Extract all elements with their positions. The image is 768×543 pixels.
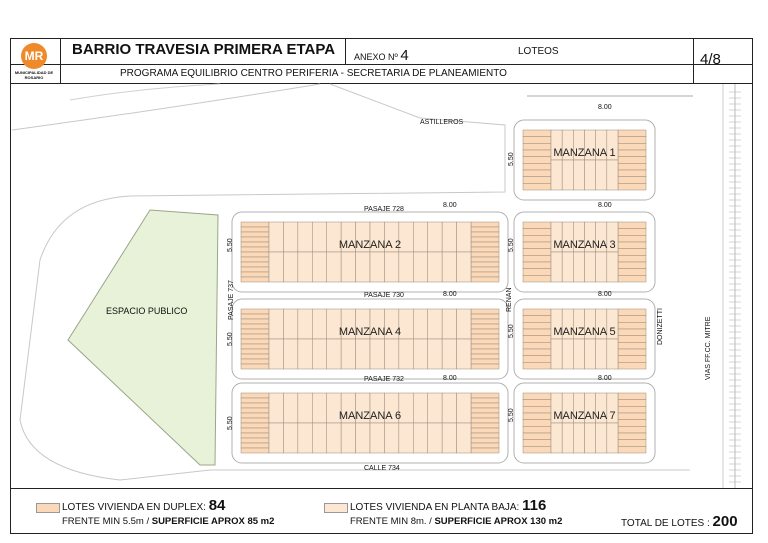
lot-duplex [523, 242, 551, 249]
lot-duplex [241, 277, 269, 282]
page-number: 4/8 [700, 51, 721, 68]
lot-planta [413, 423, 427, 453]
lot-planta [457, 222, 471, 252]
lot-duplex [241, 324, 269, 329]
lot-planta [596, 160, 607, 190]
lot-planta [585, 423, 596, 453]
lot-planta [413, 393, 427, 423]
total-count: 200 [712, 513, 738, 530]
lot-duplex [471, 314, 499, 319]
lot-planta [428, 393, 442, 423]
lot-duplex [618, 183, 646, 190]
lot-planta [298, 393, 312, 423]
lot-duplex [471, 403, 499, 408]
lot-duplex [471, 364, 499, 369]
lot-duplex [471, 252, 499, 257]
lot-duplex [241, 329, 269, 334]
lot-duplex [523, 163, 551, 170]
lot-duplex [523, 420, 551, 427]
lot-duplex [523, 275, 551, 282]
lot-duplex [241, 232, 269, 237]
lot-duplex [241, 403, 269, 408]
lot-duplex [241, 227, 269, 232]
subtitle: PROGRAMA EQUILIBRIO CENTRO PERIFERIA - SECRETARIA DE PLANEAMIENTO [120, 68, 507, 79]
lot-planta [356, 339, 370, 369]
lot-duplex [523, 316, 551, 323]
lot-duplex [241, 247, 269, 252]
lot-duplex [618, 157, 646, 164]
lot-duplex [471, 448, 499, 453]
lot-duplex [471, 423, 499, 428]
lot-planta [585, 339, 596, 369]
lot-duplex [471, 309, 499, 314]
lot-duplex [523, 130, 551, 137]
anexo-number: 4 [400, 47, 409, 64]
lot-planta [399, 252, 413, 282]
lot-planta [283, 423, 297, 453]
street-pasaje-730: PASAJE 730 [364, 292, 404, 299]
lot-planta [370, 252, 384, 282]
lot-duplex [618, 242, 646, 249]
page-title: BARRIO TRAVESIA PRIMERA ETAPA [72, 41, 336, 58]
lot-duplex [618, 275, 646, 282]
lot-duplex [471, 272, 499, 277]
lot-duplex [241, 339, 269, 344]
lot-duplex [241, 252, 269, 257]
lot-duplex [618, 440, 646, 447]
lot-planta [551, 423, 562, 453]
lot-planta [298, 339, 312, 369]
lot-duplex [241, 314, 269, 319]
lot-duplex [241, 418, 269, 423]
lot-duplex [241, 242, 269, 247]
street-calle-734: CALLE 734 [364, 465, 400, 472]
lot-planta [312, 252, 326, 282]
lot-duplex [471, 237, 499, 242]
public-space-area [68, 210, 218, 465]
lot-planta [442, 222, 456, 252]
lot-duplex [471, 242, 499, 247]
road-edge-curve-2 [70, 84, 220, 100]
lot-planta [585, 160, 596, 190]
road-edge-south [120, 470, 690, 480]
lot-duplex [241, 334, 269, 339]
logo-caption: MUNICIPALIDAD DE ROSARIO [14, 70, 54, 80]
dim-planta-m4: 8.00 [443, 291, 457, 298]
lot-duplex [618, 255, 646, 262]
block-label-m3: MANZANA 3 [553, 239, 616, 251]
legend-swatch-planta [324, 503, 348, 513]
lot-planta [312, 309, 326, 339]
dim-duplex-m3: 5.50 [508, 238, 515, 252]
lot-duplex [241, 428, 269, 433]
lot-planta [413, 252, 427, 282]
lot-duplex [618, 229, 646, 236]
lot-planta [442, 339, 456, 369]
dim-planta-m5: 8.00 [598, 291, 612, 298]
lot-planta [562, 423, 573, 453]
lot-duplex [618, 329, 646, 336]
dim-planta-m7: 8.00 [598, 375, 612, 382]
lot-planta [298, 423, 312, 453]
lot-planta [312, 339, 326, 369]
lot-duplex [523, 400, 551, 407]
lot-duplex [618, 262, 646, 269]
lot-duplex [618, 235, 646, 242]
lot-planta [428, 252, 442, 282]
lot-duplex [523, 329, 551, 336]
lot-duplex [618, 336, 646, 343]
lot-duplex [523, 342, 551, 349]
road-edge-curve [12, 84, 320, 130]
lot-planta [341, 339, 355, 369]
lot-planta [413, 222, 427, 252]
lot-planta [607, 160, 618, 190]
lot-duplex [523, 309, 551, 316]
lot-planta [585, 252, 596, 282]
lot-duplex [618, 150, 646, 157]
lot-duplex [471, 232, 499, 237]
lot-duplex [241, 438, 269, 443]
block-label-m1: MANZANA 1 [553, 147, 616, 159]
lot-duplex [471, 408, 499, 413]
lot-duplex [471, 277, 499, 282]
lot-planta [283, 393, 297, 423]
lot-planta [283, 339, 297, 369]
lot-planta [442, 252, 456, 282]
lot-duplex [523, 143, 551, 150]
lot-duplex [471, 344, 499, 349]
lot-duplex [618, 163, 646, 170]
lot-duplex [618, 393, 646, 400]
legend-planta-detail: FRENTE MIN 8m. / SUPERFICIE APROX 130 m2 [350, 516, 563, 527]
lot-duplex [241, 443, 269, 448]
lot-planta [573, 339, 584, 369]
lot-duplex [523, 269, 551, 276]
lot-planta [551, 339, 562, 369]
lot-planta [562, 339, 573, 369]
lot-planta [269, 339, 283, 369]
dim-planta-m3: 8.00 [598, 202, 612, 209]
legend-duplex: LOTES VIVIENDA EN DUPLEX: 84 [62, 497, 226, 514]
lot-duplex [618, 170, 646, 177]
lot-duplex [471, 324, 499, 329]
lot-planta [312, 393, 326, 423]
lot-duplex [471, 222, 499, 227]
lot-planta [298, 309, 312, 339]
lot-planta [413, 309, 427, 339]
lot-duplex [523, 446, 551, 453]
duplex-count: 84 [208, 497, 226, 514]
dim-duplex-m5: 5.50 [508, 324, 515, 338]
lot-duplex [241, 354, 269, 359]
street-renan: RENAN [506, 287, 513, 312]
lot-duplex [471, 257, 499, 262]
lot-duplex [618, 426, 646, 433]
lot-duplex [618, 177, 646, 184]
lot-duplex [618, 356, 646, 363]
public-space-label: ESPACIO PUBLICO [106, 306, 188, 316]
lot-planta [457, 309, 471, 339]
lot-planta [327, 339, 341, 369]
lot-duplex [523, 426, 551, 433]
lot-planta [298, 222, 312, 252]
lot-duplex [618, 316, 646, 323]
planta-count: 116 [522, 497, 547, 514]
lot-duplex [618, 433, 646, 440]
lot-duplex [241, 309, 269, 314]
dim-planta-m6: 8.00 [443, 375, 457, 382]
lot-planta [457, 252, 471, 282]
lot-duplex [523, 322, 551, 329]
lot-planta [607, 339, 618, 369]
lot-duplex [618, 362, 646, 369]
lot-planta [573, 252, 584, 282]
lot-planta [573, 423, 584, 453]
lot-planta [457, 393, 471, 423]
lot-duplex [618, 420, 646, 427]
street-vias: VIAS FF.CC. MITRE [705, 316, 712, 380]
lot-duplex [471, 418, 499, 423]
lot-duplex [618, 130, 646, 137]
lot-duplex [241, 364, 269, 369]
lot-duplex [523, 177, 551, 184]
lot-planta [269, 252, 283, 282]
lot-duplex [471, 262, 499, 267]
lot-planta [551, 160, 562, 190]
lot-planta [596, 339, 607, 369]
lot-planta [269, 222, 283, 252]
lot-duplex [241, 423, 269, 428]
lot-duplex [618, 446, 646, 453]
lot-planta [341, 423, 355, 453]
lot-duplex [471, 247, 499, 252]
lot-duplex [241, 393, 269, 398]
lot-duplex [523, 235, 551, 242]
lot-planta [269, 393, 283, 423]
lot-planta [562, 160, 573, 190]
lot-duplex [523, 356, 551, 363]
lot-duplex [523, 393, 551, 400]
lot-duplex [523, 433, 551, 440]
street-donizetti: DONIZETTI [657, 308, 664, 345]
lot-duplex [241, 257, 269, 262]
lot-planta [562, 252, 573, 282]
lot-duplex [523, 362, 551, 369]
lot-duplex [471, 438, 499, 443]
lot-planta [298, 252, 312, 282]
lot-planta [399, 339, 413, 369]
lot-planta [428, 222, 442, 252]
dim-duplex-m4: 5.50 [227, 332, 234, 346]
section-title: LOTEOS [518, 46, 559, 57]
lot-duplex [523, 336, 551, 343]
anexo-label: ANEXO Nº 4 [354, 47, 409, 64]
lot-duplex [241, 237, 269, 242]
lot-planta [442, 423, 456, 453]
lot-planta [573, 160, 584, 190]
lot-duplex [241, 448, 269, 453]
lot-duplex [523, 183, 551, 190]
lot-duplex [618, 269, 646, 276]
legend-swatch-duplex [36, 503, 60, 513]
lot-duplex [618, 309, 646, 316]
block-label-m2: MANZANA 2 [338, 239, 402, 251]
lot-duplex [618, 249, 646, 256]
lot-planta [428, 339, 442, 369]
lot-planta [442, 393, 456, 423]
lot-planta [607, 252, 618, 282]
lot-planta [399, 423, 413, 453]
lot-planta [370, 339, 384, 369]
block-label-m4: MANZANA 4 [338, 326, 402, 338]
lot-duplex [523, 222, 551, 229]
lot-planta [312, 423, 326, 453]
lot-duplex [241, 344, 269, 349]
legend-duplex-detail: FRENTE MIN 5.5m / SUPERFICIE APROX 85 m2 [62, 516, 275, 527]
lot-duplex [523, 440, 551, 447]
lot-planta [283, 309, 297, 339]
lot-planta [384, 423, 398, 453]
lot-planta [457, 423, 471, 453]
lot-duplex [618, 322, 646, 329]
lot-duplex [241, 349, 269, 354]
lot-planta [283, 252, 297, 282]
dim-planta-m1: 8.00 [598, 104, 612, 111]
lot-duplex [471, 393, 499, 398]
lot-duplex [523, 406, 551, 413]
lot-duplex [471, 359, 499, 364]
lot-duplex [241, 433, 269, 438]
lot-duplex [471, 428, 499, 433]
lot-planta [356, 423, 370, 453]
lot-duplex [471, 334, 499, 339]
lot-duplex [241, 413, 269, 418]
lot-planta [596, 252, 607, 282]
lot-duplex [471, 349, 499, 354]
lot-duplex [471, 433, 499, 438]
lot-duplex [471, 227, 499, 232]
block-label-m6: MANZANA 6 [338, 410, 402, 422]
dim-planta-m2: 8.00 [443, 202, 457, 209]
lot-duplex [523, 349, 551, 356]
lot-duplex [523, 413, 551, 420]
lot-duplex [618, 143, 646, 150]
lot-duplex [523, 150, 551, 157]
lot-planta [384, 339, 398, 369]
lot-duplex [471, 413, 499, 418]
lot-duplex [471, 398, 499, 403]
lot-planta [413, 339, 427, 369]
lot-duplex [241, 359, 269, 364]
lot-duplex [241, 272, 269, 277]
dim-duplex-m7: 5.50 [508, 408, 515, 422]
lot-duplex [241, 408, 269, 413]
lot-duplex [523, 157, 551, 164]
lot-duplex [241, 319, 269, 324]
dim-duplex-m2: 5.50 [227, 238, 234, 252]
lot-planta [269, 423, 283, 453]
dim-duplex-m1: 5.50 [508, 152, 515, 166]
block-label-m7: MANZANA 7 [553, 410, 616, 422]
lot-duplex [523, 137, 551, 144]
lot-planta [442, 309, 456, 339]
lot-duplex [523, 255, 551, 262]
lot-duplex [618, 406, 646, 413]
lot-planta [312, 222, 326, 252]
lot-duplex [523, 249, 551, 256]
lot-duplex [241, 267, 269, 272]
lot-duplex [471, 354, 499, 359]
lot-duplex [471, 443, 499, 448]
street-pasaje-732: PASAJE 732 [364, 376, 404, 383]
legend-planta: LOTES VIVIENDA EN PLANTA BAJA: 116 [350, 497, 547, 514]
lot-duplex [523, 229, 551, 236]
lot-duplex [471, 319, 499, 324]
lot-planta [327, 252, 341, 282]
lot-planta [356, 252, 370, 282]
lot-planta [596, 423, 607, 453]
lot-planta [370, 423, 384, 453]
lot-planta [551, 252, 562, 282]
lot-planta [269, 309, 283, 339]
lot-duplex [618, 413, 646, 420]
lot-planta [384, 252, 398, 282]
lot-planta [607, 423, 618, 453]
lot-planta [428, 309, 442, 339]
lot-duplex [523, 170, 551, 177]
lot-duplex [618, 349, 646, 356]
street-pasaje-737: PASAJE 737 [228, 280, 235, 320]
street-astilleros: ASTILLEROS [420, 119, 464, 126]
lot-duplex [523, 262, 551, 269]
lot-duplex [241, 262, 269, 267]
lot-duplex [618, 400, 646, 407]
lot-planta [428, 423, 442, 453]
lot-duplex [618, 222, 646, 229]
lot-duplex [471, 267, 499, 272]
total-lots: TOTAL DE LOTES : 200 [621, 513, 738, 530]
lot-duplex [241, 398, 269, 403]
lot-duplex [471, 329, 499, 334]
lot-duplex [471, 339, 499, 344]
block-label-m5: MANZANA 5 [553, 326, 616, 338]
lot-planta [457, 339, 471, 369]
lot-planta [283, 222, 297, 252]
lot-duplex [618, 137, 646, 144]
dim-duplex-m6: 5.50 [227, 416, 234, 430]
lot-duplex [241, 222, 269, 227]
street-pasaje-728: PASAJE 728 [364, 206, 404, 213]
logo-icon: MR [21, 43, 47, 69]
lot-duplex [618, 342, 646, 349]
lot-planta [327, 423, 341, 453]
lot-planta [341, 252, 355, 282]
